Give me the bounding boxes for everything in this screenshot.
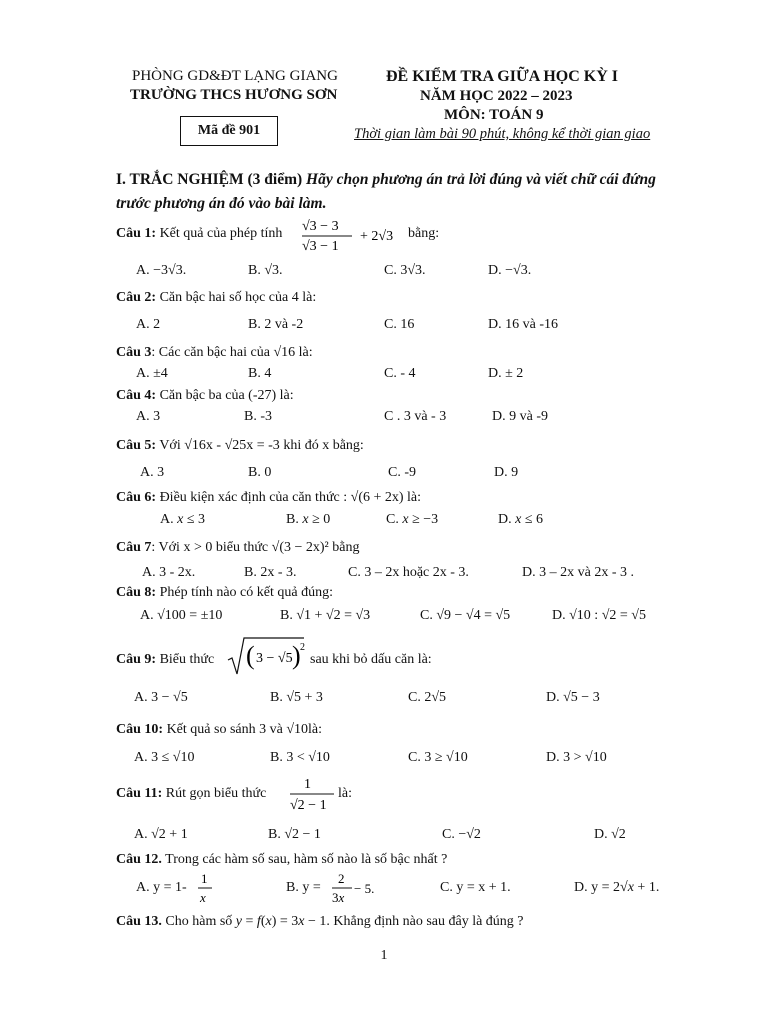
- option-a: A. √2 + 1: [134, 827, 188, 842]
- svg-text:2: 2: [338, 871, 345, 886]
- question-label: Câu 3: [116, 345, 152, 360]
- question-text-end: Khẳng định nào sau đây là đúng ?: [333, 914, 524, 929]
- option-c: C. 2√5: [408, 690, 447, 705]
- formula-q1: [300, 216, 408, 256]
- department-name: PHÒNG GD&ĐT LẠNG GIANG: [132, 68, 338, 84]
- section-title: I. TRẮC NGHIỆM (3 điểm): [116, 171, 303, 188]
- question-text: Cho hàm số: [165, 914, 233, 929]
- question-5: [116, 438, 364, 454]
- section-instruction: Hãy chọn phương án trả lời đúng và viết chữ cái đứng trước phương án đó vào bài làm.: [116, 171, 656, 212]
- question-label: Câu 9:: [116, 652, 157, 667]
- question-text-end: bằng: [332, 540, 360, 555]
- svg-text:√2 − 1: √2 − 1: [290, 798, 327, 813]
- option-b: B. √3.: [248, 263, 283, 278]
- question-10: [116, 722, 322, 738]
- question-text: Căn bậc hai số học của 4 là:: [159, 290, 317, 305]
- option-a: A. 2: [136, 317, 161, 332]
- option-c: C. 3 ≥ √10: [408, 750, 468, 765]
- svg-text:1: 1: [201, 871, 208, 886]
- question-label: Câu 5:: [116, 438, 157, 453]
- option-d: D. 16 và -16: [488, 317, 558, 332]
- question-13: [116, 914, 524, 930]
- option-b: B. √5 + 3: [270, 690, 323, 705]
- svg-text:(: (: [246, 641, 255, 670]
- question-2: [116, 290, 316, 306]
- option-a: A. 3 ≤ √10: [134, 750, 195, 765]
- option-d: D. √10 : √2 = √5: [552, 608, 646, 623]
- question-label: Câu 10:: [116, 722, 164, 737]
- option-a: A. √100 = ±10: [140, 608, 223, 623]
- option-c: C. -9: [388, 465, 416, 480]
- option-b: B. 2 và -2: [248, 317, 304, 332]
- school-name: TRƯỜNG THCS HƯƠNG SƠN: [130, 87, 338, 103]
- option-c: C. 16: [384, 317, 415, 332]
- subject: MÔN: TOÁN 9: [444, 107, 544, 123]
- option-b: B. 4: [248, 366, 272, 381]
- option-a: A. 3 - 2x.: [142, 565, 196, 580]
- question-4: [116, 388, 294, 404]
- question-8: [116, 585, 333, 601]
- option-b: B. y =: [286, 880, 321, 895]
- question-label: Câu 13.: [116, 914, 162, 929]
- formula-q5: √16x - √25x = -3: [184, 438, 280, 453]
- question-7: [116, 540, 359, 556]
- question-text-end: khi đó x bằng:: [283, 438, 364, 453]
- question-3: [116, 345, 313, 361]
- question-text-end: là:: [308, 722, 323, 737]
- svg-text:√3 − 3: √3 − 3: [302, 219, 339, 234]
- question-text: Điều kiện xác định của căn thức :: [159, 490, 348, 505]
- option-d: D. x ≤ 6: [498, 512, 544, 527]
- formula-q3: √16: [273, 345, 296, 360]
- formula-q10: √10: [286, 722, 309, 737]
- question-label: Câu 1:: [116, 226, 157, 241]
- formula-q12b: [330, 870, 378, 906]
- question-text: Với: [159, 438, 181, 453]
- formula-q12a: [196, 870, 216, 906]
- option-b: B. -3: [244, 409, 272, 424]
- question-label: Câu 8:: [116, 585, 157, 600]
- exam-title: ĐỀ KIỂM TRA GIỮA HỌC KỲ I: [386, 68, 619, 85]
- option-b: B. √1 + √2 = √3: [280, 608, 371, 623]
- svg-text:− 5.: − 5.: [354, 881, 375, 896]
- svg-text:+ 2√3: + 2√3: [360, 229, 394, 244]
- option-d: D. 3 > √10: [546, 750, 607, 765]
- option-b: B. 3 < √10: [270, 750, 330, 765]
- option-b: B. x ≥ 0: [286, 512, 331, 527]
- question-1: [116, 226, 282, 242]
- school-year: NĂM HỌC 2022 – 2023: [420, 88, 573, 104]
- svg-text:1: 1: [304, 777, 311, 792]
- option-a: A. 3: [136, 409, 161, 424]
- question-text-end: là:: [298, 345, 313, 360]
- svg-text:): ): [292, 641, 301, 670]
- svg-text:3x: 3x: [332, 890, 345, 905]
- option-d: D. 3 – 2x và 2x - 3 .: [522, 565, 634, 580]
- question-text: Kết quả so sánh 3 và: [166, 722, 283, 737]
- formula-q11: [288, 774, 338, 814]
- option-a: A. 3: [140, 465, 165, 480]
- question-text: Kết quả của phép tính: [159, 226, 283, 241]
- question-text: Rút gọn biểu thức: [165, 786, 267, 801]
- question-text-end: bằng:: [408, 226, 440, 241]
- question-label: Câu 12.: [116, 852, 162, 867]
- exam-code-box: Mã đề 901: [180, 116, 278, 146]
- question-text: Biểu thức: [159, 652, 215, 667]
- option-c: C. y = x + 1.: [440, 880, 511, 895]
- option-b: B. 2x - 3.: [244, 565, 297, 580]
- question-text-end: là:: [338, 786, 352, 801]
- option-a: A. −3√3.: [136, 263, 187, 278]
- question-label: Câu 4:: [116, 388, 157, 403]
- question-label: Câu 7: [116, 540, 152, 555]
- svg-text:x: x: [200, 890, 206, 905]
- option-d: D. √5 − 3: [546, 690, 600, 705]
- option-c: C. √9 − √4 = √5: [420, 608, 511, 623]
- formula-q7: √(3 − 2x)²: [271, 540, 329, 555]
- question-6: [116, 490, 421, 506]
- option-c: C. 3 – 2x hoặc 2x - 3.: [348, 565, 469, 580]
- option-d: D. ± 2: [488, 366, 524, 381]
- formula-q9: [226, 634, 306, 678]
- question-label: Câu 6:: [116, 490, 157, 505]
- section-heading: [116, 168, 676, 216]
- svg-text:√3 − 1: √3 − 1: [302, 239, 339, 254]
- question-text: Trong các hàm số sau, hàm số nào là số bậc nhất ?: [165, 852, 448, 867]
- svg-text:2: 2: [300, 642, 305, 653]
- question-text: Căn bậc ba của (-27) là:: [159, 388, 294, 403]
- option-d: D. y = 2√x + 1.: [574, 880, 660, 895]
- option-d: D. 9: [494, 465, 519, 480]
- option-d: D. −√3.: [488, 263, 532, 278]
- option-c: C. −√2: [442, 827, 481, 842]
- option-a: A. ±4: [136, 366, 168, 381]
- question-9: [116, 652, 214, 668]
- option-a: A. y = 1-: [136, 880, 187, 895]
- question-11: [116, 786, 266, 802]
- question-12: [116, 852, 447, 868]
- option-d: D. √2: [594, 827, 626, 842]
- question-text: : Các căn bậc hai của: [151, 345, 270, 360]
- svg-text:3 − √5: 3 − √5: [256, 651, 293, 666]
- option-c: C. 3√3.: [384, 263, 426, 278]
- option-c: C . 3 và - 3: [384, 409, 447, 424]
- option-a: A. x ≤ 3: [160, 512, 206, 527]
- option-d: D. 9 và -9: [492, 409, 548, 424]
- option-b: B. √2 − 1: [268, 827, 321, 842]
- question-text-end: sau khi bỏ dấu căn là:: [310, 652, 432, 667]
- option-b: B. 0: [248, 465, 272, 480]
- option-a: A. 3 − √5: [134, 690, 188, 705]
- option-c: C. - 4: [384, 366, 416, 381]
- question-text-end: là:: [407, 490, 422, 505]
- option-c: C. x ≥ −3: [386, 512, 439, 527]
- page-number: 1: [380, 948, 388, 963]
- formula-q6: √(6 + 2x): [350, 490, 404, 505]
- question-text: : Với x > 0 biểu thức: [151, 540, 269, 555]
- question-label: Câu 11:: [116, 786, 163, 801]
- question-label: Câu 2:: [116, 290, 157, 305]
- time-note: Thời gian làm bài 90 phút, không kể thời gian giao: [354, 126, 651, 142]
- formula-q13: y = f(x) = 3x − 1.: [235, 914, 330, 929]
- question-text: Phép tính nào có kết quả đúng:: [159, 585, 333, 600]
